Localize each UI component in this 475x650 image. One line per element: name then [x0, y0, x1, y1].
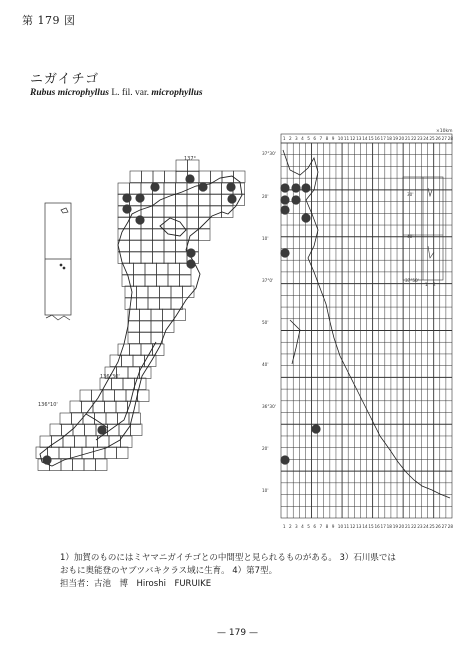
grid-cell [128, 321, 140, 333]
grid-cell [199, 171, 211, 183]
grid-cell [211, 171, 223, 183]
occurrence-dot [150, 182, 159, 191]
x-tick-label-bottom: 11 [343, 524, 350, 529]
x-tick-label-bottom: 23 [417, 524, 423, 529]
grid-cell [96, 459, 108, 471]
grid-cell [164, 240, 176, 252]
grid-cell [123, 378, 135, 390]
grid-cell [183, 286, 195, 298]
grid-cell [153, 171, 165, 183]
x-tick-label-top: 8 [325, 136, 329, 141]
x-tick-label-bottom: 28 [447, 524, 454, 529]
grid-cell [164, 183, 176, 195]
occurrence-dot [227, 194, 236, 203]
x-tick-label-top: 10 [337, 136, 344, 141]
grid-cell [121, 436, 133, 448]
x-tick-label-bottom: 3 [295, 524, 298, 529]
x-tick-label-top: 6 [313, 136, 317, 141]
grid-cell [140, 321, 152, 333]
notes [60, 552, 440, 591]
x-tick-label-bottom: 2 [288, 524, 292, 529]
x-tick-label-top: 25 [429, 136, 435, 141]
grid-cell [176, 194, 188, 206]
occurrence-dot [280, 455, 289, 464]
grid-cell [157, 275, 169, 287]
grid-cell [83, 413, 95, 425]
grid-cell [187, 217, 199, 229]
lon-label-137: 137° [184, 156, 197, 162]
grid-cell [118, 240, 130, 252]
occurrence-dot [291, 195, 300, 204]
grid-cell [134, 263, 146, 275]
x-tick-label-bottom: 24 [423, 524, 429, 529]
x-tick-label-top: 16 [374, 136, 380, 141]
grid-cell [168, 275, 180, 287]
y-tick-label: 20' [262, 446, 269, 451]
grid-cell [164, 206, 176, 218]
x-tick-label-top: 26 [435, 136, 441, 141]
y-tick-label: 10' [262, 488, 269, 493]
grid-cell [142, 171, 154, 183]
grid-cell [180, 275, 192, 287]
island-inset [45, 203, 71, 320]
grid-cell [145, 275, 157, 287]
x-tick-label-top: 27 [441, 136, 447, 141]
occurrence-dot [311, 424, 320, 433]
grid-cell [60, 413, 72, 425]
grid-cell [130, 229, 142, 241]
x-tick-label-top: 19 [392, 136, 399, 141]
grid-cell [115, 390, 127, 402]
grid-cell [148, 298, 160, 310]
occurrence-dot [301, 213, 310, 222]
x-tick-label-top: 5 [307, 136, 310, 141]
grid-cell [118, 413, 130, 425]
x-tick-label-bottom: 16 [374, 524, 380, 529]
note-line-3: 担当者：古池 博 Hiroshi FURUIKE [60, 579, 212, 589]
x-tick-label-bottom: 7 [319, 524, 323, 529]
grid-cell [122, 263, 134, 275]
x-tick-label-top: 21 [404, 136, 411, 141]
grid-cell [140, 309, 152, 321]
x-tick-label-bottom: 25 [429, 524, 435, 529]
grid-cell [130, 240, 142, 252]
grid-cell [72, 413, 84, 425]
grid-cell [222, 206, 234, 218]
grid-cell [63, 436, 75, 448]
grid-cell [70, 401, 82, 413]
grid-cell [153, 240, 165, 252]
grid-cell [122, 355, 134, 367]
x-tick-label-top: 17 [380, 136, 386, 141]
grid-cell [116, 401, 128, 413]
grid-cell [151, 321, 163, 333]
grid-cell [131, 424, 143, 436]
x-tick-label-bottom: 9 [331, 524, 335, 529]
occurrence-dot [135, 215, 144, 224]
grid-cell [199, 229, 211, 241]
grid-cell [103, 390, 115, 402]
page-number: — 179 — [217, 628, 258, 638]
x-tick-label-top: 23 [417, 136, 423, 141]
grid-cell [199, 194, 211, 206]
grid-cell [153, 252, 165, 264]
grid-cell [106, 413, 118, 425]
grid-cell [199, 206, 211, 218]
grid-cell [138, 390, 150, 402]
x-tick-label-bottom: 13 [356, 524, 362, 529]
x-tick-label-bottom: 19 [392, 524, 399, 529]
occurrence-dot [42, 455, 51, 464]
grid-cell [59, 447, 71, 459]
grid-cell [153, 206, 165, 218]
inset-label: 2 [433, 282, 436, 287]
grid-cell [80, 390, 92, 402]
grid-cell [168, 263, 180, 275]
grid-cell [117, 447, 129, 459]
x-tick-label-top: 15 [368, 136, 374, 141]
x-tick-label-top: 9 [331, 136, 335, 141]
grid-cell [141, 229, 153, 241]
grid-cell [130, 252, 142, 264]
y-tick-label: 10' [262, 236, 269, 241]
grid-cell [234, 171, 246, 183]
grid-cell [141, 344, 153, 356]
grid-cell [141, 252, 153, 264]
x-tick-label-top: 4 [301, 136, 304, 141]
lon-label-136-30: 136°30' [100, 374, 120, 380]
lon-label-136-10: 136°10' [38, 402, 58, 408]
grid-cell [151, 332, 163, 344]
x-tick-label-top: 13 [356, 136, 362, 141]
variety-name: microphyllus [151, 88, 203, 98]
grid-cell [52, 436, 64, 448]
x-tick-label-bottom: 4 [301, 524, 304, 529]
occurrence-dot [280, 195, 289, 204]
x-tick-label-bottom: 17 [380, 524, 386, 529]
occurrence-dot [280, 248, 289, 257]
grid-cell [130, 344, 142, 356]
x-tick-label-top: 2 [288, 136, 292, 141]
grid-cell [73, 424, 85, 436]
grid-cell [137, 286, 149, 298]
x-tick-label-bottom: 1 [282, 524, 286, 529]
y-tick-label: 36°30' [262, 404, 276, 409]
occurrence-dot [97, 425, 106, 434]
grid-cell [163, 309, 175, 321]
grid-cell [153, 217, 165, 229]
occurrence-dot [185, 174, 194, 183]
y-tick-label: 20' [262, 194, 269, 199]
occurrence-dot [122, 204, 131, 213]
inset-label: 1 [425, 282, 428, 287]
grid-cell [105, 447, 117, 459]
grid-cell [160, 298, 172, 310]
note-line-1: 1）加賀のものにはミヤマニガイチゴとの中間型と見られるものがある。 3）石川県では [60, 553, 396, 563]
y-tick-label: 40' [262, 362, 269, 367]
inset-label: 30' [407, 192, 414, 197]
y-tick-label: 37°30' [262, 151, 276, 156]
grid-cell [210, 183, 222, 195]
occurrence-dot [280, 205, 289, 214]
x-tick-label-top: 14 [362, 136, 368, 141]
occurrence-dot [135, 193, 144, 202]
x-tick-label-bottom: 26 [435, 524, 441, 529]
grid-cell [176, 240, 188, 252]
occurrence-dot [301, 183, 310, 192]
x-tick-label-top: 20 [398, 136, 405, 141]
x-tick-label-bottom: 15 [368, 524, 374, 529]
grid-cell [176, 183, 188, 195]
grid-cell [151, 309, 163, 321]
x-tick-label-bottom: 8 [325, 524, 329, 529]
grid-cell [157, 263, 169, 275]
grid-cell [105, 401, 117, 413]
grid-cell [130, 171, 142, 183]
y-tick-label: 37°0' [262, 278, 274, 283]
grid-cell [73, 459, 85, 471]
grid-cell [86, 436, 98, 448]
x-tick-label-bottom: 10 [337, 524, 344, 529]
x-tick-label-bottom: 14 [362, 524, 368, 529]
grid-cell [140, 332, 152, 344]
occurrence-dot [186, 248, 195, 257]
grid-cell [128, 332, 140, 344]
x-tick-label-bottom: 21 [404, 524, 411, 529]
grid-cell [165, 171, 177, 183]
grid-cell [141, 240, 153, 252]
x-tick-label-bottom: 20 [398, 524, 405, 529]
occurrence-dot [122, 193, 131, 202]
grid-cell [84, 459, 96, 471]
grid-cell [187, 206, 199, 218]
x-tick-label-top: 22 [411, 136, 417, 141]
note-line-2: おもに奥能登のヤブツバキクラス域に生育。 4）第7型。 [60, 566, 278, 576]
x-tick-label-top: 12 [350, 136, 356, 141]
occurrence-points [42, 174, 320, 464]
scale-unit: ×10km [436, 129, 453, 134]
x-tick-label-bottom: 27 [441, 524, 447, 529]
grid-cell [187, 194, 199, 206]
grid-cell [85, 424, 97, 436]
occurrence-dot [280, 183, 289, 192]
grid-cell [130, 183, 142, 195]
grid-cell [199, 217, 211, 229]
occurrence-dot [186, 259, 195, 268]
x-tick-label-bottom: 18 [386, 524, 392, 529]
grid-cell [160, 286, 172, 298]
grid-cell [176, 217, 188, 229]
grid-cell [176, 206, 188, 218]
grid-cell [50, 424, 62, 436]
x-tick-label-bottom: 12 [350, 524, 356, 529]
grid-cell [118, 183, 130, 195]
x-tick-label-top: 3 [295, 136, 298, 141]
grid-cell [164, 252, 176, 264]
x-tick-label-bottom: 5 [307, 524, 310, 529]
grid-cell [145, 263, 157, 275]
x-tick-label-top: 7 [319, 136, 323, 141]
species-japanese-name: ニガイチゴ [30, 72, 100, 87]
grid-cell [148, 286, 160, 298]
x-tick-label-top: 18 [386, 136, 392, 141]
figure-label: 第 179 図 [22, 14, 76, 27]
x-tick-label-top: 28 [447, 136, 454, 141]
x-tick-label-top: 24 [423, 136, 429, 141]
x-tick-label-top: 11 [343, 136, 350, 141]
inset-label: 37°50' [405, 278, 419, 283]
grid-cell [176, 252, 188, 264]
x-tick-label-bottom: 22 [411, 524, 417, 529]
grid-cell [137, 298, 149, 310]
x-tick-label-bottom: 6 [313, 524, 317, 529]
grid-cell [153, 229, 165, 241]
grid-cell [75, 436, 87, 448]
inset-label: 40' [407, 234, 414, 239]
grid-cell [108, 424, 120, 436]
x-tick-label-top: 1 [282, 136, 286, 141]
occurrence-dot [226, 182, 235, 191]
right-map-labels [262, 136, 453, 529]
author-variety: L. fil. var. [108, 88, 152, 98]
occurrence-dot [198, 182, 207, 191]
grid-cell [134, 275, 146, 287]
occurrence-dot [291, 183, 300, 192]
genus-species: Rubus microphyllus [30, 88, 109, 98]
grid-cell [171, 286, 183, 298]
grid-cell [210, 194, 222, 206]
y-tick-label: 50' [262, 320, 269, 325]
